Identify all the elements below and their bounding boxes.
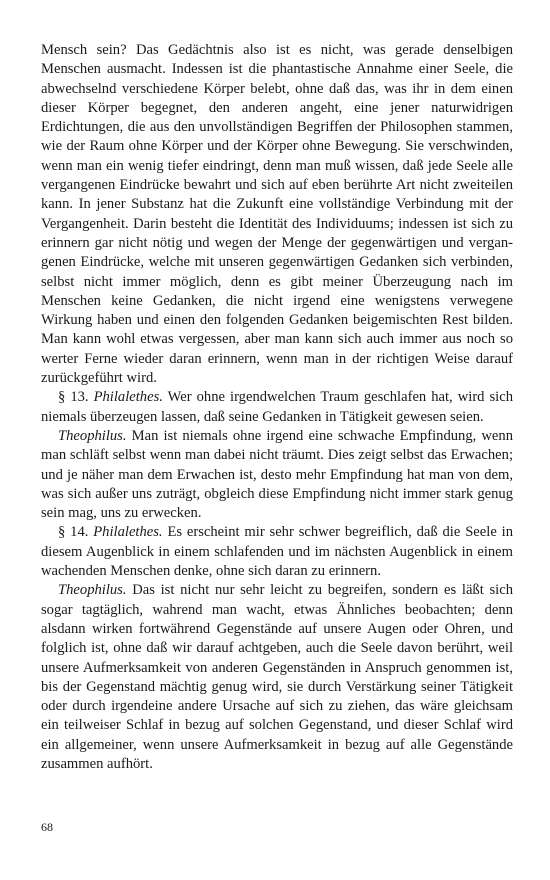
paragraph-philalethes-13 (41, 388, 513, 427)
section-marker: § 13. (58, 389, 89, 406)
page-number: 68 (41, 820, 53, 834)
paragraph-theophilus-13 (41, 427, 513, 523)
paragraph-text: Es erscheint mir sehr schwer begreiflich, daß die Seele in diesem Augenblick in einem schlafenden und im nächsten Augenblick in einem wachenden Menschen denke, ohne sich daran zu erinnern. (41, 524, 514, 580)
speaker-name: Theophilus. (58, 427, 127, 444)
paragraph-text: Mensch sein? Das Gedächtnis also ist es nicht, was gerade denselbigen Menschen ausmacht. Indessen ist die phantastische Annahme einer Seele, die abwechselnd verschiedene Körper belebt, ohne daß das, was ihr in dem einen dieser Körper begegnet, den anderen angeht, eine jener naturwidrigen Erdichtungen, die aus den unvollständigen Begriffen der Philosophen stammen, wie der Raum ohne Körper und der Körper ohne Bewegung. Sie verschwinden, wenn man ein wenig tiefer eindringt, denn man muß wissen, daß jede Seele alle vergangenen Eindrücke bewahrt und sich auf eben berührte Art nicht zweiteilen kann. In jener Substanz hat die Zukunft eine vollständige Verbindung mit der Vergangenheit. Darin besteht die Identität des Individuums; indessen ist sich zu erinnern gar nicht nötig und wegen der Menge der gegenwärtigen und vergangenen Eindrücke, welche mit unseren gegenwärtigen Gedanken sich verbinden, selbst nicht immer möglich, denn es gibt meiner Überzeugung nach im Menschen keine Gedanken, die nicht irgend eine wenigstens verwegene Wirkung haben und einen den folgenden Gedanken beigemischten Rest bilden. Man kann wohl etwas vergessen, aber man kann sich auch immer aus noch so werter Ferne wieder daran erinnern, wenn man in der richtigen Weise darauf zurückgeführt wird. (41, 42, 513, 387)
paragraph-text: Man ist niemals ohne irgend eine schwache Empfindung, wenn man schläft selbst wenn man dabei nicht träumt. Dies zeigt selbst das Erwachen; und je näher man dem Erwachen ist, desto mehr Empfindung hat man von dem, was sich außer uns zuträgt, obgleich diese Empfindung nicht immer stark genug sein mag, uns zu erwecken. (41, 427, 513, 522)
page-body (41, 41, 513, 774)
speaker-name: Theophilus. (58, 582, 127, 599)
speaker-name: Philalethes. (93, 524, 163, 541)
paragraph-continuation (41, 41, 513, 388)
paragraph-theophilus-14 (41, 581, 513, 774)
speaker-name: Philalethes. (93, 389, 163, 406)
paragraph-text: Das ist nicht nur sehr leicht zu begreifen, sondern es läßt sich sogar tagtäglich, wahrend man wacht, etwas Ähnliches beobachten; denn alsdann wirken fortwährend Gegenstände auf unsere Augen oder Ohren, und folglich ist, ohne daß wir darauf achtgeben, auch die Seele davon berührt, weil unsere Aufmerksamkeit von anderen Gegenständen in Anspruch genommen ist, bis der Gegenstand mächtig genug wird, sie durch Verstärkung seiner Tätigkeit oder durch irgendeine andere Ursache auf sich zu ziehen, das wäre gleichsam ein teilweiser Schlaf in bezug auf solchen Gegenstand, und dieser Schlaf wird ein allgemeiner, wenn unsere Aufmerksamkeit in bezug auf alle Gegenstände zusammen aufhört. (41, 582, 513, 772)
paragraph-philalethes-14 (41, 523, 513, 581)
section-marker: § 14. (58, 524, 89, 541)
paragraph-text: Wer ohne irgendwelchen Traum geschlafen hat, wird sich niemals überzeugen lassen, daß seine Gedanken in Tätigkeit gewesen seien. (41, 389, 514, 425)
